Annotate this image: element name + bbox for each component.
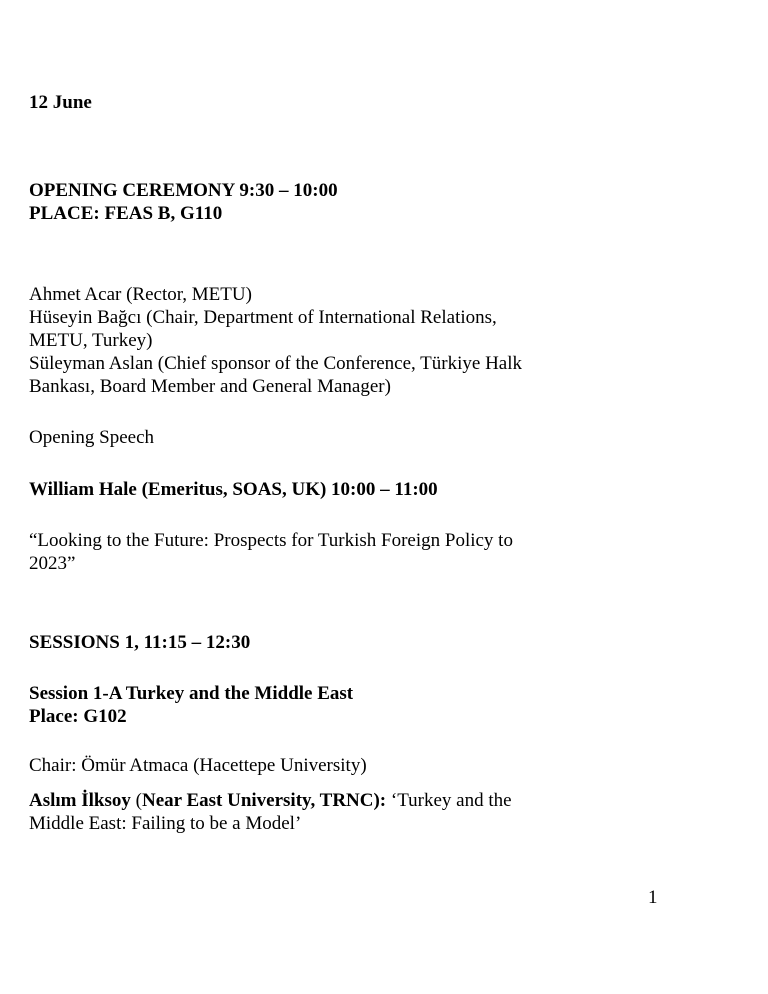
sessions-heading: SESSIONS 1, 11:15 – 12:30 xyxy=(29,632,251,653)
paper-affiliation: Near East University, TRNC): xyxy=(141,790,387,811)
opening-speech-title-line1: “Looking to the Future: Prospects for Turkish Foreign Policy to xyxy=(29,530,513,551)
speaker-line: Süleyman Aslan (Chief sponsor of the Conference, Türkiye Halk xyxy=(29,353,523,374)
opening-speech-speaker: William Hale (Emeritus, SOAS, UK) 10:00 – 11:00 xyxy=(29,479,438,500)
paper-author: Aslım İlksoy xyxy=(29,790,131,811)
paper-entry xyxy=(29,790,512,812)
opening-ceremony-title: OPENING CEREMONY 9:30 – 10:00 xyxy=(29,180,338,201)
speaker-line: Hüseyin Bağcı (Chair, Department of International Relations, xyxy=(29,307,497,328)
session-1a-chair: Chair: Ömür Atmaca (Hacettepe University) xyxy=(29,755,367,776)
paper-open-paren: ( xyxy=(130,790,142,811)
opening-speech-title-line2: 2023” xyxy=(29,553,76,574)
paper-title-part2: Middle East: Failing to be a Model’ xyxy=(29,813,302,834)
session-1a-title: Session 1-A Turkey and the Middle East xyxy=(29,683,354,704)
speaker-line: METU, Turkey) xyxy=(29,330,153,351)
date-heading: 12 June xyxy=(29,92,92,113)
paper-title-part1: ‘Turkey and the xyxy=(386,790,512,811)
opening-speech-label: Opening Speech xyxy=(29,427,155,448)
session-1a-place: Place: G102 xyxy=(29,706,127,727)
speaker-line: Ahmet Acar (Rector, METU) xyxy=(29,284,252,305)
page-number: 1 xyxy=(648,887,658,908)
speaker-line: Bankası, Board Member and General Manager) xyxy=(29,376,391,397)
opening-ceremony-place: PLACE: FEAS B, G110 xyxy=(29,203,223,224)
